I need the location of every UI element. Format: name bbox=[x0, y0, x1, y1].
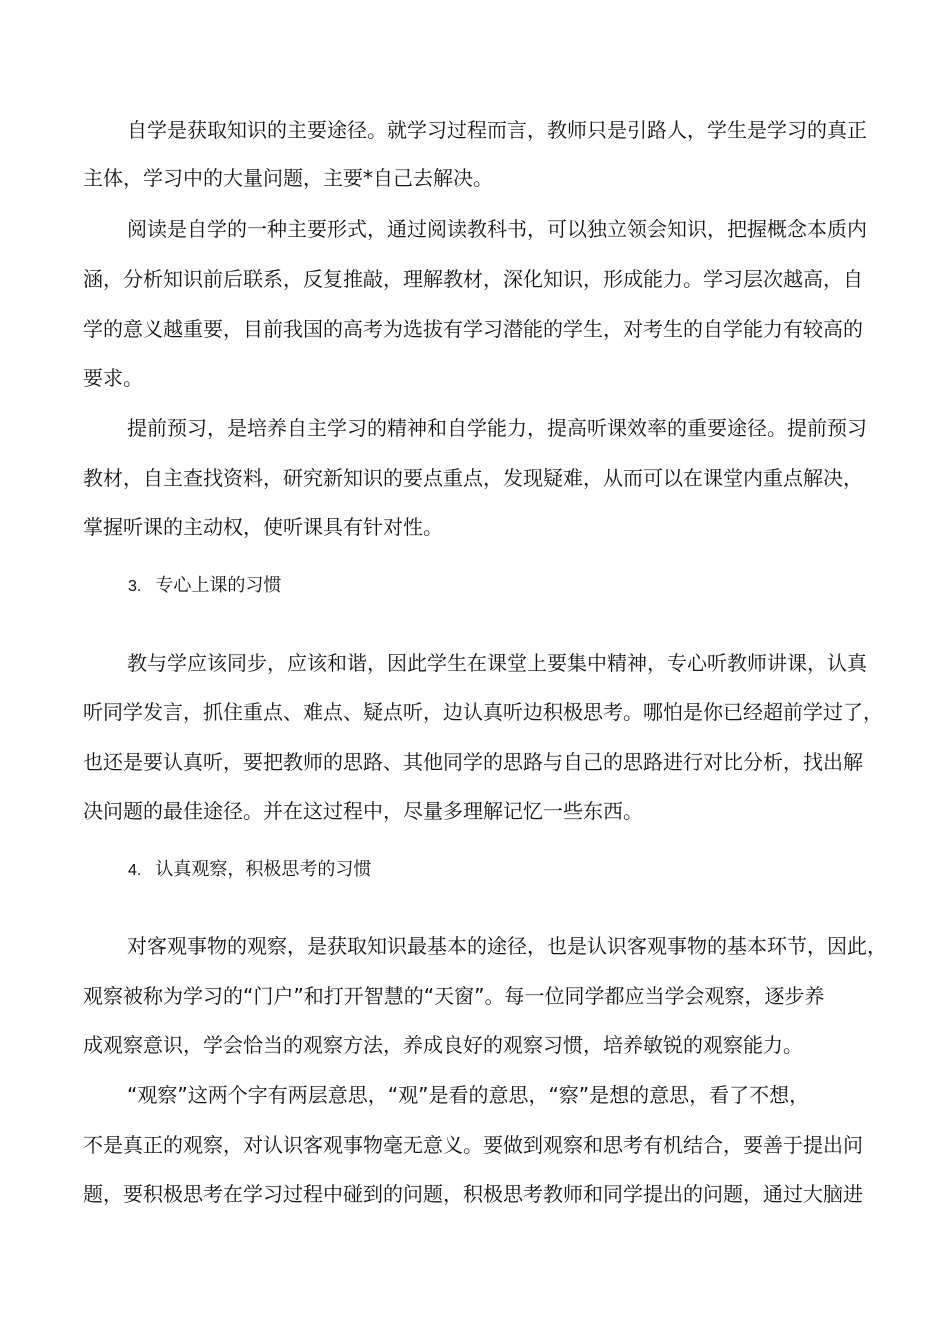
paragraph-4-line-3: 也还是要认真听，要把教师的思路、其他同学的思路与自己的思路进行对比分析，找出解 bbox=[83, 750, 863, 774]
paragraph-1-line-2: 主体，学习中的大量问题，主要*自己去解决。 bbox=[83, 166, 493, 190]
paragraph-5-line-3: 成观察意识，学会恰当的观察方法，养成良好的观察习惯，培养敏锐的观察能力。 bbox=[83, 1033, 803, 1057]
paragraph-1-line-1: 自学是获取知识的主要途径。就学习过程而言，教师只是引路人，学生是学习的真正 bbox=[127, 118, 867, 142]
section-heading-3 bbox=[128, 575, 281, 598]
paragraph-5-line-2: 观察被称为学习的“门户”和打开智慧的“天窗”。每一位同学都应当学会观察，逐步养 bbox=[83, 984, 825, 1008]
paragraph-2-line-2: 涵，分析知识前后联系，反复推敲，理解教材，深化知识，形成能力。学习层次越高，自 bbox=[83, 267, 863, 291]
paragraph-2-line-1: 阅读是自学的一种主要形式，通过阅读教科书，可以独立领会知识，把握概念本质内 bbox=[127, 217, 867, 241]
paragraph-6-line-3: 题，要积极思考在学习过程中碰到的问题，积极思考教师和同学提出的问题，通过大脑进 bbox=[83, 1182, 863, 1206]
paragraph-2-line-4: 要求。 bbox=[83, 366, 143, 390]
section-title: 专心上课的习惯 bbox=[155, 575, 282, 596]
paragraph-4-line-2: 听同学发言，抓住重点、难点、疑点听，边认真听边积极思考。哪怕是你已经超前学过了， bbox=[83, 700, 883, 724]
paragraph-2-line-3: 学的意义越重要，目前我国的高考为选拔有学习潜能的学生，对考生的自学能力有较高的 bbox=[83, 317, 863, 341]
section-number: 4. bbox=[128, 862, 142, 879]
section-heading-4 bbox=[128, 859, 371, 882]
section-title: 认真观察，积极思考的习惯 bbox=[155, 859, 372, 880]
paragraph-5-line-1: 对客观事物的观察，是获取知识最基本的途径，也是认识客观事物的基本环节，因此， bbox=[127, 934, 887, 958]
paragraph-3-line-1: 提前预习，是培养自主学习的精神和自学能力，提高听课效率的重要途径。提前预习 bbox=[127, 416, 867, 440]
paragraph-4-line-4: 决问题的最佳途径。并在这过程中，尽量多理解记忆一些东西。 bbox=[83, 799, 643, 823]
paragraph-3-line-3: 掌握听课的主动权，使听课具有针对性。 bbox=[83, 515, 443, 539]
paragraph-6-line-1: “观察”这两个字有两层意思，“观”是看的意思，“察”是想的意思，看了不想， bbox=[127, 1083, 810, 1107]
paragraph-6-line-2: 不是真正的观察，对认识客观事物毫无意义。要做到观察和思考有机结合，要善于提出问 bbox=[83, 1133, 863, 1157]
paragraph-3-line-2: 教材，自主查找资料，研究新知识的要点重点，发现疑难，从而可以在课堂内重点解决， bbox=[83, 466, 863, 490]
section-number: 3. bbox=[128, 578, 142, 595]
paragraph-4-line-1: 教与学应该同步，应该和谐，因此学生在课堂上要集中精神，专心听教师讲课，认真 bbox=[127, 651, 867, 675]
